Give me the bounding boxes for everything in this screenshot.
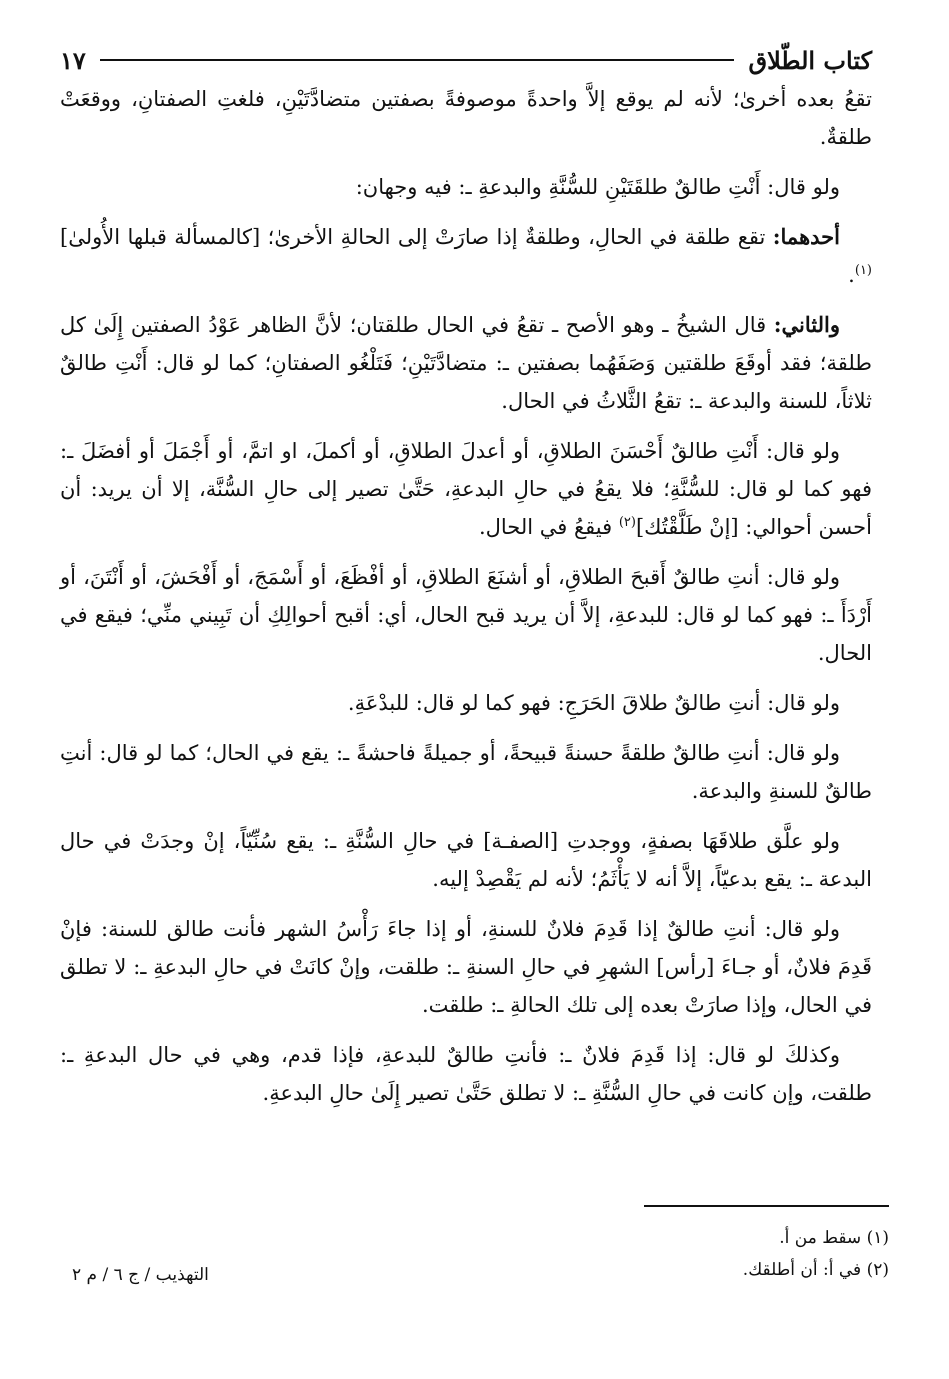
footnotes: [389, 1222, 889, 1286]
paragraph-text: تقعُ بعده أخرىٰ؛ لأنه لم يوقع إلاَّ واحدةً موصوفةً بصفتين متضادَّتَيْنِ، فلغتِ الصفتانِ، ووقعَتْ طلقةٌ.: [60, 87, 872, 149]
paragraph-text: وكذلكَ لو قال: إذا قَدِمَ فلانٌ ـ: فأنتِ طالقٌ للبدعةِ، فإذا قدم، وهي في حال البدعةِ ـ: طلقت، وإن كانت في حالِ السُّنَّةِ ـ: لا تطلق حَتَّىٰ تصير إِلَىٰ حالِ البدعةِ.: [60, 1043, 872, 1105]
running-header: [60, 40, 872, 80]
footnote-rule: [644, 1205, 889, 1207]
paragraph: [60, 822, 872, 898]
body-text: [60, 80, 872, 1112]
paragraph: [60, 558, 872, 672]
paragraph-text: قال الشيخُ ـ وهو الأصح ـ تقعُ في الحال طلقتان؛ لأنَّ الظاهر عَوْدُ الصفتين إِلَىٰ كل طلقة؛ فقد أوقَعَ طلقتين وَصَفَهُما بصفتين ـ: متضادَّتَيْنِ؛ فَتَلْغُو الصفتانِ؛ كما لو قال: أَنْتِ طالقٌ ثلاثاً، للسنة والبدعة ـ: تقعُ الثَّلاثُ في الحال.: [60, 313, 872, 413]
header-rule: [100, 59, 735, 61]
paragraph: [60, 734, 872, 810]
paragraph-text: ولو قال: أَنْتِ طالقٌ أَحْسَنَ الطلاقِ، أو أعدلَ الطلاقِ، أو أكملَ، او اتمَّ، أو أَجْمَلَ أو أفضَلَ ـ: فهو كما لو قال: للسُّنَّةِ؛ فلا يقعُ في حالِ البدعةِ، حَتَّىٰ تصير إلى حالِ السُّنَّة، إلا أن يريد: أن أحسن أحوالي: [إنْ طَلَّقْتُك]: [60, 439, 872, 539]
paragraph: [60, 432, 872, 546]
printer-signature: التهذيب / ج ٦ / م ٢: [72, 1265, 209, 1285]
paragraph: [60, 306, 872, 420]
paragraph-text: ولو قال: أنتِ طالقٌ طلاقَ الحَرَجِ: فهو كما لو قال: للبدْعَةِ.: [347, 691, 840, 715]
paragraph-text: ولو قال: أنتِ طالقٌ إذا قَدِمَ فلانٌ للسنةِ، أو إذا جاءَ رَأْسُ الشهر فأنت طالق للسنة: فإنْ قَدِمَ فلانٌ، أو جـاءَ [رأس] الشهرِ في حالِ السنةِ ـ: طلقت، وإنْ كانَتْ في حالِ البدعةِ ـ: لا تطلق في الحال، وإذا صارَتْ بعده إلى تلك الحالةِ ـ: طلقت.: [60, 917, 872, 1017]
footnote-2: (٢) في أ: أن أطلقك.: [742, 1260, 889, 1280]
paragraph-text: ولو علَّق طلاقَهَا بصفةٍ، ووجدتِ [الصفـة] في حالِ السُّنَّةِ ـ: يقع سُنِّيّاً، إنْ وجدَتْ في حال البدعة ـ: يقع بدعيّاً، إلاَّ أنه لا يَأْثَمُ؛ لأنه لم يَقْصِدْ إليه.: [60, 829, 872, 891]
paragraph-lead: أحدهما:: [772, 224, 840, 249]
paragraph-lead: والثاني:: [773, 312, 840, 337]
page-number: ١٧: [60, 45, 86, 75]
paragraph-text: ولو قال: أنتِ طالقٌ أَقبحَ الطلاقِ، أو أشنَعَ الطلاقِ، أو أفْظَعَ، أو أَسْمَجَ، أو أَفْحَشَ، أو أَنْتَنَ، أو أَرْدَأَ ـ: فهو كما لو قال: للبدعةِ، إلاَّ أن يريد قبح الحال، أي: أقبح أحوالِكِ أن تَبِيني منِّي؛ فيقع في الحال.: [60, 565, 872, 665]
page: [60, 40, 872, 1124]
paragraph: [60, 80, 872, 156]
footnote-1: (١) سقط من أ.: [779, 1228, 889, 1248]
paragraph: [60, 684, 872, 722]
paragraph-text: ولو قال: أَنْتِ طالقٌ طلقَتَيْنِ للسُّنَّةِ والبدعةِ ـ: فيه وجهان:: [355, 175, 840, 199]
chapter-title: كتاب الطّلاق: [748, 45, 872, 75]
paragraph: [60, 168, 872, 206]
paragraph: [60, 1036, 872, 1112]
paragraph: [60, 910, 872, 1024]
paragraph-text: ولو قال: أنتِ طالقٌ طلقةً حسنةً قبيحةً، أو جميلةً فاحشةً ـ: يقع في الحال؛ كما لو قال: أنتِ طالقٌ للسنةِ والبدعة.: [60, 741, 872, 803]
paragraph-tail: .: [848, 263, 855, 287]
footnote-marker: (١): [854, 263, 872, 278]
paragraph: [60, 218, 872, 294]
footnote-marker: (٢): [618, 515, 636, 530]
paragraph-tail: فيقعُ في الحال.: [478, 515, 619, 539]
paragraph-text: تقع طلقة في الحالِ، وطلقةٌ إذا صارَتْ إلى الحالةِ الأخرىٰ؛ [كالمسألة قبلها الأُولىٰ]: [60, 225, 773, 249]
